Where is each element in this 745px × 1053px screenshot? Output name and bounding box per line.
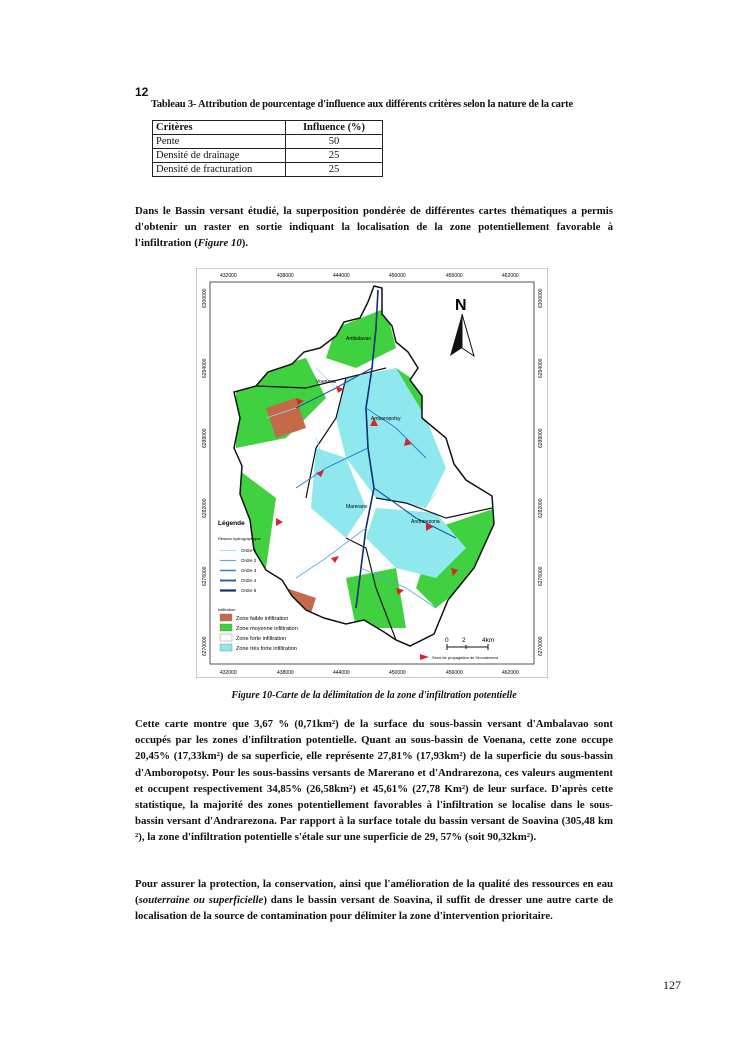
legend-order-label: Ordre 5 — [241, 588, 257, 593]
figure-reference: Figure 10 — [197, 237, 242, 250]
legend-order-label: Ordre 1 — [241, 548, 257, 553]
legend-zone-swatch — [220, 614, 232, 621]
y-tick-label: 6300000 — [202, 288, 208, 308]
subbasin-label: Ambalavao — [346, 336, 372, 342]
x-tick-label: 462000 — [502, 273, 519, 279]
paragraph-protection — [135, 876, 613, 925]
subbasin-label: Andrarezona — [411, 519, 440, 525]
y-tick-label: 6288000 — [202, 428, 208, 448]
y-tick-label: 6270000 — [538, 636, 544, 656]
figure-caption: Figure 10-Carte de la délimitation de la zone d'infiltration potentielle — [231, 690, 517, 701]
legend-network-title: Réseau hydrographique — [218, 536, 261, 541]
intro-text-end: ). — [241, 237, 249, 250]
map-svg — [196, 268, 548, 678]
table-row — [153, 149, 383, 163]
legend-zone-swatch — [220, 624, 232, 631]
y-tick-label: 6300000 — [538, 288, 544, 308]
subbasin-label: Amboropotsy — [371, 416, 401, 422]
y-tick-label: 6276000 — [202, 566, 208, 586]
legend-infiltration-title: Infiltration — [218, 607, 236, 612]
x-tick-label: 456000 — [446, 273, 463, 279]
legend-zone-label: Zone très forte infiltration — [236, 646, 297, 652]
x-tick-label: 438000 — [277, 670, 294, 676]
x-tick-label: 462000 — [502, 670, 519, 676]
subbasin-label: Voenana — [316, 379, 336, 385]
legend-zone-label: Zone forte infiltration — [236, 636, 287, 642]
zone-moyenne-infiltration — [346, 568, 406, 628]
legend-zone-swatch — [220, 634, 232, 641]
paragraph-statistics: Cette carte montre que 3,67 % (0,71km²) de la surface du sous-bassin versant d'Ambalavao sont occupés par les zones d'infiltration potentielle. Quant au sous-bassin de Voenana, cette zone occupe 20,45% (17,33km²) de sa superficie, elle représente 27,81% (17,93km²) de la superficie du sous-bassin d'Amboropotsy. Pour les sous-bassins versants de Marerano et d'Andrarezona, ces valeurs augmentent et occupent respectivement 34,85% (26,58km²) et 45,61% (27,78 Km²) de leur surface. D'après cette statistique, la majorité des zones potentiellement favorables à l'infiltration se localise dans le sous-bassin versant d'Andrarezona. Par rapport à la surface totale du bassin versant de Soavina (305,48 km ²), la zone d'infiltration potentielle s'étale sur une superficie de 29, 57% (soit 90,32km²). — [135, 718, 613, 844]
paragraph-text-end: ) dans le bassin versant de Soavina, il suffit de dresser une autre carte de localisation de la source de contamination pour délimiter la zone d'intervention prioritaire. — [135, 894, 613, 923]
y-tick-label: 6282000 — [538, 498, 544, 518]
y-tick-label: 6294000 — [538, 358, 544, 378]
table-cell-criterion: Pente — [153, 135, 286, 149]
legend-order-label: Ordre 4 — [241, 578, 257, 583]
paragraph-text: Pour assurer la protection, la conservation, ainsi que l'amélioration de la qualité des ressources en eau ( — [135, 878, 613, 907]
table-cell-criterion: Densité de drainage — [153, 149, 286, 163]
scale-label: 4km — [482, 637, 495, 644]
y-tick-label: 6276000 — [538, 566, 544, 586]
x-tick-label: 444000 — [333, 670, 350, 676]
scale-label: 0 — [445, 637, 449, 644]
table-row — [153, 163, 383, 177]
table-cell-influence: 50 — [286, 135, 383, 149]
legend-order-label: Ordre 2 — [241, 558, 257, 563]
y-tick-label: 6282000 — [202, 498, 208, 518]
x-tick-label: 432000 — [220, 670, 237, 676]
table-cell-influence: 25 — [286, 163, 383, 177]
x-tick-label: 456000 — [446, 670, 463, 676]
x-tick-label: 444000 — [333, 273, 350, 279]
table-row — [153, 135, 383, 149]
intro-paragraph — [135, 203, 613, 252]
legend-order-label: Ordre 3 — [241, 568, 257, 573]
infiltration-map — [196, 268, 548, 678]
intro-text: Dans le Bassin versant étudié, la superposition pondérée de différentes cartes thématiques a permis d'obtenir un raster en sortie indiquant la localisation de la zone potentiellement favorable à l'infiltration ( — [135, 205, 613, 250]
y-tick-label: 6270000 — [202, 636, 208, 656]
table-caption: Tableau 3- Attribution de pourcentage d'influence aux différents critères selon la nature de la carte — [151, 99, 573, 110]
y-tick-label: 6288000 — [538, 428, 544, 448]
table-header-row — [153, 121, 383, 135]
page-number: 127 — [663, 978, 681, 992]
paragraph-emphasis: souterraine ou superficielle — [138, 894, 264, 907]
table-cell-criterion: Densité de fracturation — [153, 163, 286, 177]
table-header-criteria: Critères — [153, 121, 286, 135]
subbasin-label: Marerano — [346, 504, 368, 510]
x-tick-label: 438000 — [277, 273, 294, 279]
north-label: N — [455, 297, 467, 314]
x-tick-label: 450000 — [389, 273, 406, 279]
criteria-table — [152, 120, 383, 177]
x-tick-label: 450000 — [389, 670, 406, 676]
scale-label: 2 — [462, 637, 466, 644]
legend-zone-swatch — [220, 644, 232, 651]
legend-zone-label: Zone faible infiltration — [236, 616, 289, 622]
chapter-number: 12 — [135, 85, 149, 99]
legend-title: Légende — [218, 520, 245, 527]
legend-zone-label: Zone moyenne infiltration — [236, 626, 298, 632]
y-tick-label: 6294000 — [202, 358, 208, 378]
table-header-influence: Influence (%) — [286, 121, 383, 135]
legend-flow-label: Sens de propagation de l'écoulement — [432, 655, 498, 660]
x-tick-label: 432000 — [220, 273, 237, 279]
table-cell-influence: 25 — [286, 149, 383, 163]
